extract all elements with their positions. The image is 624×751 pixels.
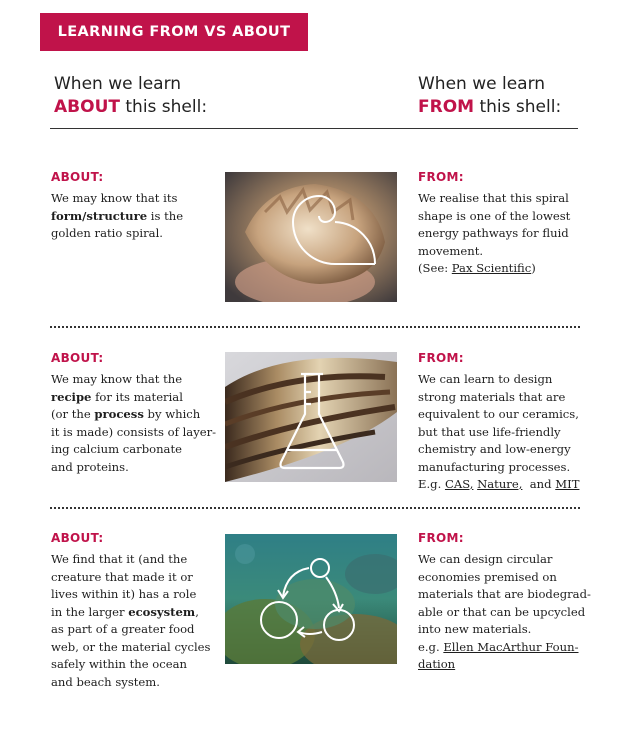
row3-about-span: , xyxy=(195,604,199,619)
row1-about-line: golden ratio spiral. xyxy=(51,226,163,240)
row2-about-bold: process xyxy=(94,407,144,421)
row2-about-line xyxy=(51,389,223,407)
row2-about-span: by which xyxy=(143,407,201,421)
row1-from-line: energy pathways for fluid xyxy=(418,226,569,240)
ellen-macarthur-link[interactable]: Ellen MacArthur Foun- xyxy=(443,639,579,654)
right-header-line1: When we learn xyxy=(418,74,546,94)
shell-spiral-image xyxy=(225,172,397,302)
row2-from-line: but that use life-friendly xyxy=(418,424,561,439)
row2-about-line: it is made) consists of layer- xyxy=(51,424,217,439)
row2-about-text xyxy=(51,371,223,476)
row2-about-label: ABOUT: xyxy=(51,351,104,365)
row3-from-label: FROM: xyxy=(418,531,464,545)
row2-about-span: for its material xyxy=(91,389,183,404)
cas-link[interactable]: CAS, xyxy=(444,477,474,491)
row2-from-line: strong materials that are xyxy=(418,389,566,404)
row2-from-line: manufacturing processes. xyxy=(418,459,571,474)
row2-from-line: We can learn to design xyxy=(418,372,553,386)
row3-about-line: as part of a greater food xyxy=(51,622,195,636)
row3-about-line: We find that it (and the xyxy=(51,552,188,566)
row1-from-line: shape is one of the lowest xyxy=(418,208,571,223)
left-header-line1: When we learn xyxy=(54,74,182,94)
pax-scientific-link[interactable]: Pax Scientific xyxy=(451,261,532,275)
row-divider xyxy=(50,507,580,509)
row1-about-text xyxy=(51,190,221,243)
left-header-line2 xyxy=(54,96,207,119)
row2-from-line: equivalent to our ceramics, xyxy=(418,407,579,421)
row1-from-span: ) xyxy=(531,261,536,275)
row1-about-bold: form/structure xyxy=(51,208,148,223)
row3-from-text xyxy=(418,551,598,674)
banner-title: LEARNING FROM VS ABOUT xyxy=(57,24,291,40)
section-banner xyxy=(40,13,308,51)
ellen-macarthur-link-cont[interactable]: dation xyxy=(418,657,456,671)
row3-about-line: safely within the ocean xyxy=(51,657,187,671)
left-column-header xyxy=(54,73,207,119)
row3-about-line: lives within it) has a role xyxy=(51,587,197,601)
row3-from-line xyxy=(418,656,598,674)
row1-from-span: (See: xyxy=(418,261,452,275)
left-header-keyword: ABOUT xyxy=(54,97,120,117)
row2-about-line xyxy=(51,406,223,424)
row1-about-line: We may know that its xyxy=(51,191,178,205)
shell-flask-image xyxy=(225,352,397,482)
row1-from-line: We realise that this spiral xyxy=(418,191,569,205)
row2-from-line: chemistry and low-energy xyxy=(418,442,571,456)
row1-from-line: movement. xyxy=(418,243,484,258)
row3-from-line xyxy=(418,639,598,657)
row2-from-text xyxy=(418,371,593,494)
header-divider xyxy=(50,128,578,129)
row3-about-line: creature that made it or xyxy=(51,569,193,584)
row3-about-line xyxy=(51,604,223,622)
row3-from-line: into new materials. xyxy=(418,622,532,636)
row3-from-line: materials that are biodegrad- xyxy=(418,587,591,601)
row2-from-span: and xyxy=(522,477,556,491)
row1-about-span: is the xyxy=(147,208,184,223)
row1-from-label: FROM: xyxy=(418,170,464,184)
row2-about-line: ing calcium carbonate xyxy=(51,442,182,456)
row2-from-label: FROM: xyxy=(418,351,464,365)
row1-about-line xyxy=(51,208,221,226)
row2-about-line: and proteins. xyxy=(51,459,129,474)
row2-about-bold: recipe xyxy=(51,389,92,404)
mit-link[interactable]: MIT xyxy=(555,477,580,491)
row2-about-span: (or the xyxy=(51,407,95,421)
row3-about-span: in the larger xyxy=(51,604,129,619)
row2-from-line xyxy=(418,476,593,494)
right-header-rest: this shell: xyxy=(474,97,562,117)
row3-from-line: economies premised on xyxy=(418,569,557,584)
row3-about-line: and beach system. xyxy=(51,674,160,689)
row-divider xyxy=(50,326,580,328)
row2-from-span: E.g. xyxy=(418,477,445,491)
row3-about-line: web, or the material cycles xyxy=(51,639,211,654)
reef-cycle-image xyxy=(225,534,397,664)
left-header-rest: this shell: xyxy=(119,97,208,117)
row1-from-line xyxy=(418,260,588,278)
row3-about-text xyxy=(51,551,223,691)
row1-about-label: ABOUT: xyxy=(51,170,104,184)
nature-link[interactable]: Nature, xyxy=(477,477,523,491)
right-header-keyword: FROM xyxy=(418,97,475,117)
row1-from-text xyxy=(418,190,588,278)
right-header-line2 xyxy=(418,96,561,119)
row3-about-label: ABOUT: xyxy=(51,531,104,545)
row2-about-line: We may know that the xyxy=(51,372,183,386)
row3-from-span: e.g. xyxy=(418,639,444,654)
row3-about-bold: ecosystem xyxy=(128,604,196,619)
right-column-header xyxy=(418,73,561,119)
row3-from-line: able or that can be upcycled xyxy=(418,604,586,619)
row3-from-line: We can design circular xyxy=(418,552,553,566)
